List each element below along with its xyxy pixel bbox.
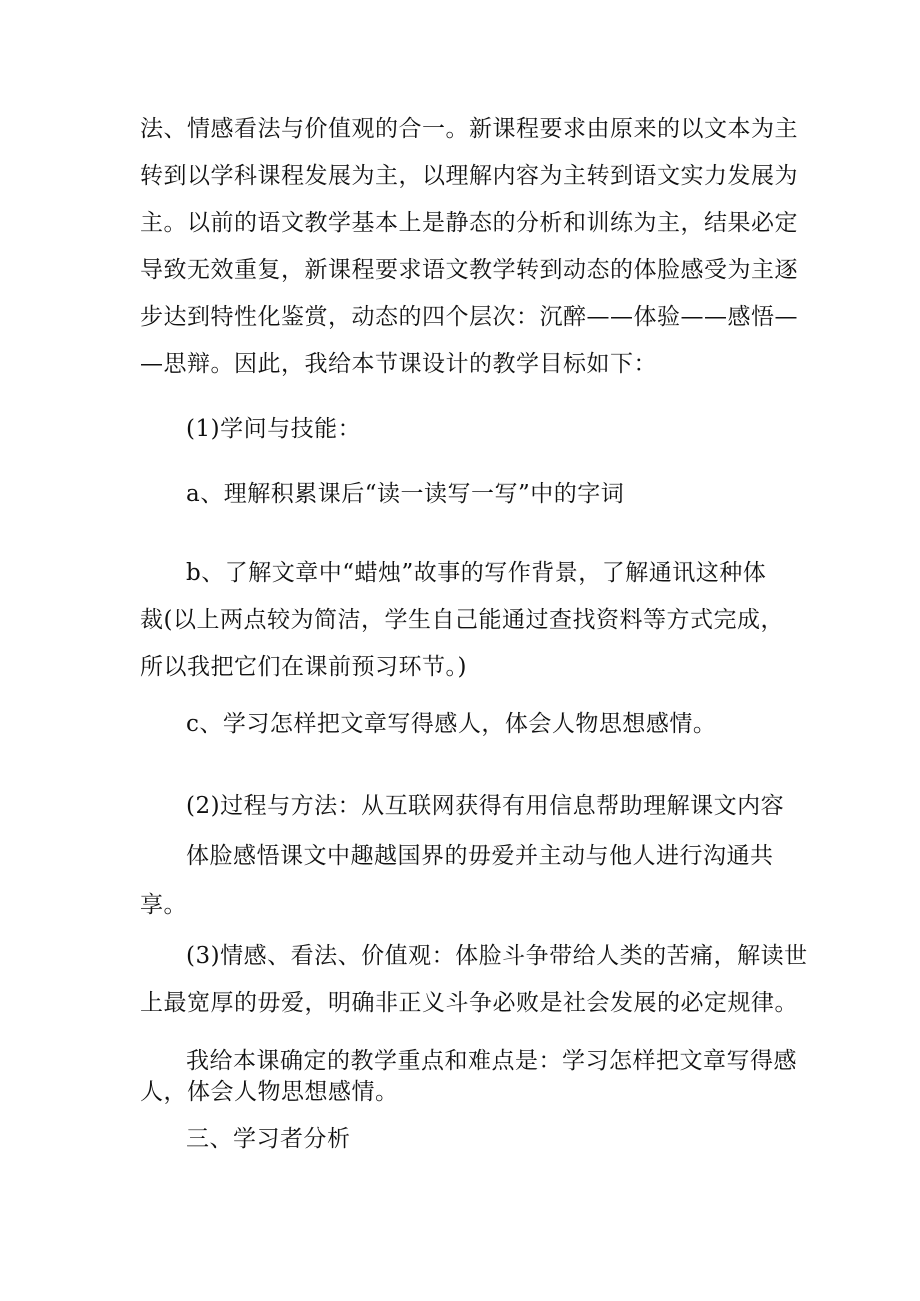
goal3-line: 上最宽厚的毋爱，明确非正义斗争必败是社会发展的必定规律。 — [140, 990, 798, 1016]
goal1-item-a: a、理解积累课后“读一读写一写”中的字词 — [186, 481, 625, 507]
goal1-item-b-line: b、了解文章中“蜡烛”故事的写作背景，了解通讯这种体 — [186, 560, 767, 586]
goal1-item-c: c、学习怎样把文章写得感人，体会人物思想感情。 — [186, 711, 717, 737]
goal1-heading: (1)学问与技能： — [186, 416, 362, 442]
goal3-line: (3)情感、看法、价值观：体脸斗争带给人类的苦痛，解读世 — [186, 943, 808, 969]
goal1-item-b-line: 裁(以上两点较为简洁，学生自己能通过查找资料等方式完成， — [140, 607, 784, 633]
goal2-line: 享。 — [140, 892, 187, 918]
paragraph-line: 主。以前的语文教学基本上是静态的分析和训练为主，结果必定 — [140, 210, 798, 236]
paragraph-line: 导致无效重复，新课程要求语文教学转到动态的体脸感受为主逐 — [140, 257, 798, 283]
key-points-line: 人，体会人物思想感情。 — [140, 1079, 399, 1105]
paragraph-line: 转到以学科课程发展为主，以理解内容为主转到语文实力发展为 — [140, 163, 798, 189]
key-points-line: 我给本课确定的教学重点和难点是：学习怎样把文章写得感 — [186, 1048, 797, 1074]
goal2-line: 体脸感悟课文中趣越国界的毋爱并主动与他人进行沟通共 — [186, 843, 774, 869]
goal1-item-b-line: 所以我把它们在课前预习环节。) — [140, 654, 467, 680]
goal2-line: (2)过程与方法：从互联网获得有用信息帮助理解课文内容 — [186, 793, 785, 819]
paragraph-line: —思辩。因此，我给本节课设计的教学目标如下： — [140, 351, 657, 377]
paragraph-line: 法、情感看法与价值观的合一。新课程要求由原来的以文本为主 — [140, 116, 798, 142]
paragraph-line: 步达到特性化鉴赏，动态的四个层次：沉醉——体验——感悟— — [140, 304, 798, 330]
section-heading: 三、学习者分析 — [186, 1126, 351, 1152]
